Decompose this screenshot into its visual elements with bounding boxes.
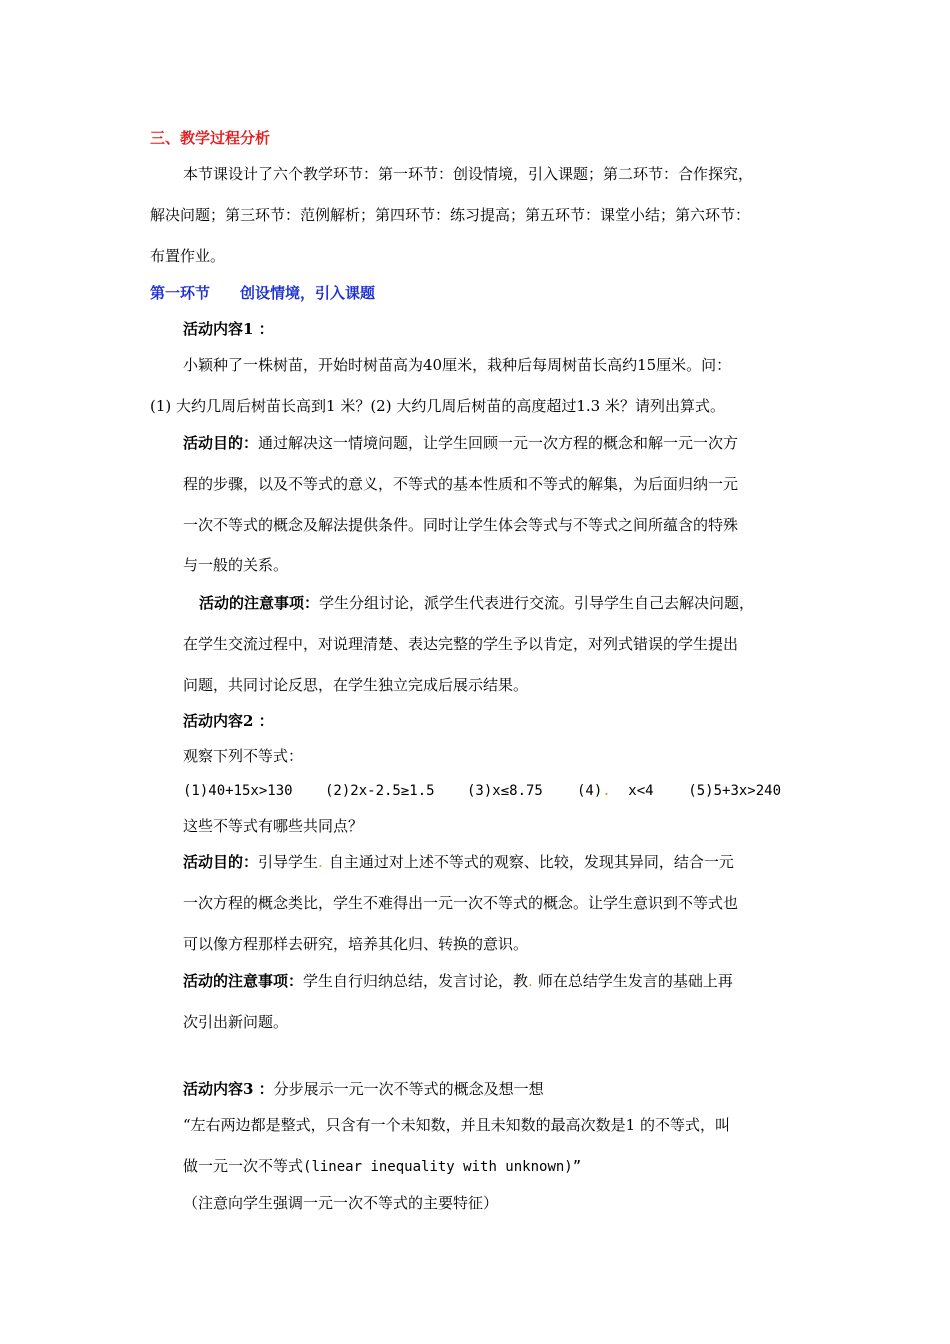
activity3-heading-text: 分步展示一元一次不等式的概念及想一想 bbox=[273, 1080, 544, 1098]
stage1-heading bbox=[150, 283, 375, 303]
activity2-notes-text-b: 师在总结学生发言的基础上再 bbox=[537, 972, 733, 990]
intro-line-1: 本节课设计了六个教学环节：第一环节：创设情境，引入课题；第二环节：合作探究， bbox=[183, 165, 754, 183]
highlight-dot: . bbox=[318, 853, 323, 871]
activity1-purpose-label: 活动目的： bbox=[183, 434, 259, 452]
activity1-notes-line-3: 问题，共同讨论反思，在学生独立完成后展示结果。 bbox=[183, 676, 529, 694]
activity1-purpose-line-3: 一次不等式的概念及解法提供条件。同时让学生体会等式与不等式之间所蕴含的特殊 bbox=[183, 516, 739, 534]
activity1-text-1: 小颖种了一株树苗，开始时树苗高为40厘米，栽种后每周树苗长高约15厘米。问： bbox=[183, 356, 732, 374]
activity1-notes-label: 活动的注意事项： bbox=[199, 594, 320, 612]
inequality-5: (5)5+3x>240 bbox=[688, 783, 782, 799]
activity1-text-2: (1) 大约几周后树苗长高到1 米？(2) 大约几周后树苗的高度超过1.3 米？请列出算式。 bbox=[150, 397, 725, 415]
activity2-purpose-text-a: 引导学生 bbox=[258, 853, 319, 871]
stage1-label: 第一环节 bbox=[150, 284, 211, 302]
activity2-observe: 观察下列不等式： bbox=[183, 747, 304, 765]
activity2-purpose-line-1 bbox=[183, 852, 734, 872]
activity1-purpose-line-4: 与一般的关系。 bbox=[183, 556, 289, 574]
activity2-purpose-label: 活动目的： bbox=[183, 853, 259, 871]
stage1-title: 创设情境，引入课题 bbox=[240, 284, 376, 302]
activity1-notes-line-2: 在学生交流过程中，对说理清楚、表达完整的学生予以肯定，对列式错误的学生提出 bbox=[183, 635, 739, 653]
activity2-notes-line-2: 次引出新问题。 bbox=[183, 1013, 289, 1031]
activity2-question: 这些不等式有哪些共同点？ bbox=[183, 817, 364, 835]
activity3-heading: 活动内容3 ： bbox=[183, 1080, 274, 1098]
activity2-notes-line-1 bbox=[183, 971, 733, 991]
highlight-dot: . bbox=[602, 783, 611, 799]
activity3-note: （注意向学生强调一元一次不等式的主要特征） bbox=[183, 1194, 499, 1212]
activity1-notes-text: 学生分组讨论，派学生代表进行交流。引导学生自己去解决问题， bbox=[319, 594, 755, 612]
activity1-purpose-text: 通过解决这一情境问题，让学生回顾一元一次方程的概念和解一元一次方 bbox=[258, 434, 739, 452]
inequality-3: (3)x≤8.75 bbox=[467, 783, 543, 799]
activity2-heading: 活动内容2 ： bbox=[183, 712, 274, 730]
activity2-purpose-line-2: 一次方程的概念类比，学生不难得出一元一次不等式的概念。让学生意识到不等式也 bbox=[183, 894, 739, 912]
activity3-definition-line-2 bbox=[183, 1156, 581, 1177]
activity2-notes-text-a: 学生自行归纳总结，发言讨论，教 bbox=[303, 972, 529, 990]
section-heading: 三、教学过程分析 bbox=[150, 129, 271, 147]
intro-line-3: 布置作业。 bbox=[150, 247, 226, 265]
activity3-definition-cn: 做一元一次不等式 bbox=[183, 1157, 304, 1175]
inequality-1: (1)40+15x>130 bbox=[183, 783, 293, 799]
inequality-4-number: (4) bbox=[577, 783, 603, 799]
activity3-definition-en: (linear inequality with unknown)” bbox=[303, 1159, 582, 1175]
activity1-notes-line-1 bbox=[199, 593, 754, 613]
inequality-list bbox=[183, 781, 781, 801]
activity2-purpose-text-b: 自主通过对上述不等式的观察、比较，发现其异同，结合一元 bbox=[328, 853, 734, 871]
activity2-notes-label: 活动的注意事项： bbox=[183, 972, 304, 990]
activity3-definition-line-1: “左右两边都是整式，只含有一个未知数，并且未知数的最高次数是1 的不等式，叫 bbox=[183, 1116, 730, 1134]
activity1-purpose-line-1 bbox=[183, 433, 738, 453]
activity1-heading: 活动内容1 ： bbox=[183, 320, 274, 338]
activity3-heading-line bbox=[183, 1079, 544, 1099]
highlight-dot: . bbox=[528, 972, 533, 990]
inequality-2: (2)2x-2.5≥1.5 bbox=[325, 783, 435, 799]
intro-line-2: 解决问题；第三环节：范例解析；第四环节：练习提高；第五环节：课堂小结；第六环节： bbox=[150, 206, 751, 224]
inequality-4: x<4 bbox=[628, 783, 654, 799]
activity1-purpose-line-2: 程的步骤，以及不等式的意义，不等式的基本性质和不等式的解集，为后面归纳一元 bbox=[183, 475, 739, 493]
activity2-purpose-line-3: 可以像方程那样去研究，培养其化归、转换的意识。 bbox=[183, 935, 529, 953]
